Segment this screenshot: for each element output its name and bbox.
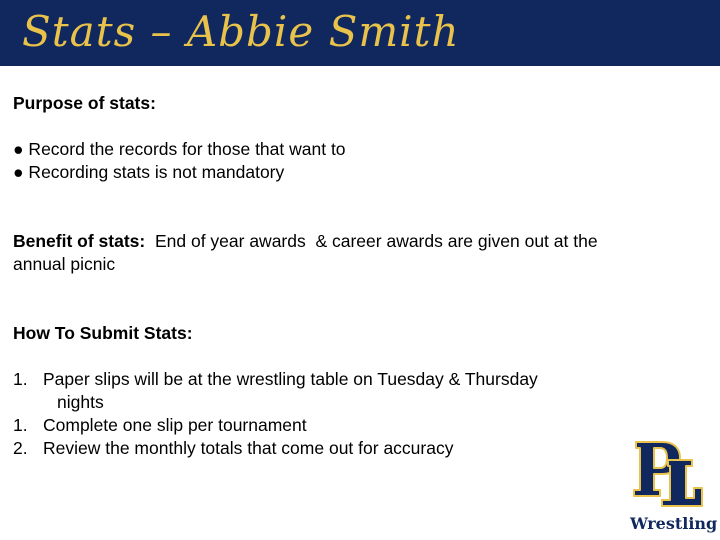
step-text-continued: nights bbox=[57, 392, 104, 412]
purpose-heading: Purpose of stats: bbox=[13, 93, 156, 113]
list-item bbox=[13, 414, 703, 437]
bullet-item: ● Record the records for those that want to bbox=[13, 139, 346, 159]
step-number: 2. bbox=[13, 438, 28, 458]
slide-title: Stats – Abbie Smith bbox=[22, 7, 460, 56]
pl-logo-icon bbox=[632, 438, 704, 508]
step-number: 1. bbox=[13, 415, 28, 435]
submit-steps-list bbox=[13, 368, 703, 460]
step-number: 1. bbox=[13, 369, 28, 389]
benefit-text-continued: annual picnic bbox=[13, 254, 116, 274]
logo-caption: Wrestling bbox=[630, 514, 718, 533]
benefit-text: End of year awards & career awards are given out at the bbox=[145, 231, 598, 251]
purpose-bullet-list bbox=[13, 138, 703, 184]
pl-wrestling-logo bbox=[626, 438, 716, 538]
benefit-heading: Benefit of stats: bbox=[13, 231, 146, 251]
step-text: Complete one slip per tournament bbox=[43, 415, 307, 435]
bullet-item: ● Recording stats is not mandatory bbox=[13, 162, 285, 182]
step-text: Paper slips will be at the wrestling table on Tuesday & Thursday bbox=[43, 369, 538, 389]
list-item bbox=[13, 368, 703, 414]
step-text: Review the monthly totals that come out for accuracy bbox=[43, 438, 454, 458]
list-item bbox=[13, 437, 703, 460]
slide-content bbox=[13, 92, 703, 460]
benefit-paragraph bbox=[13, 230, 703, 276]
submit-heading: How To Submit Stats: bbox=[13, 323, 193, 343]
